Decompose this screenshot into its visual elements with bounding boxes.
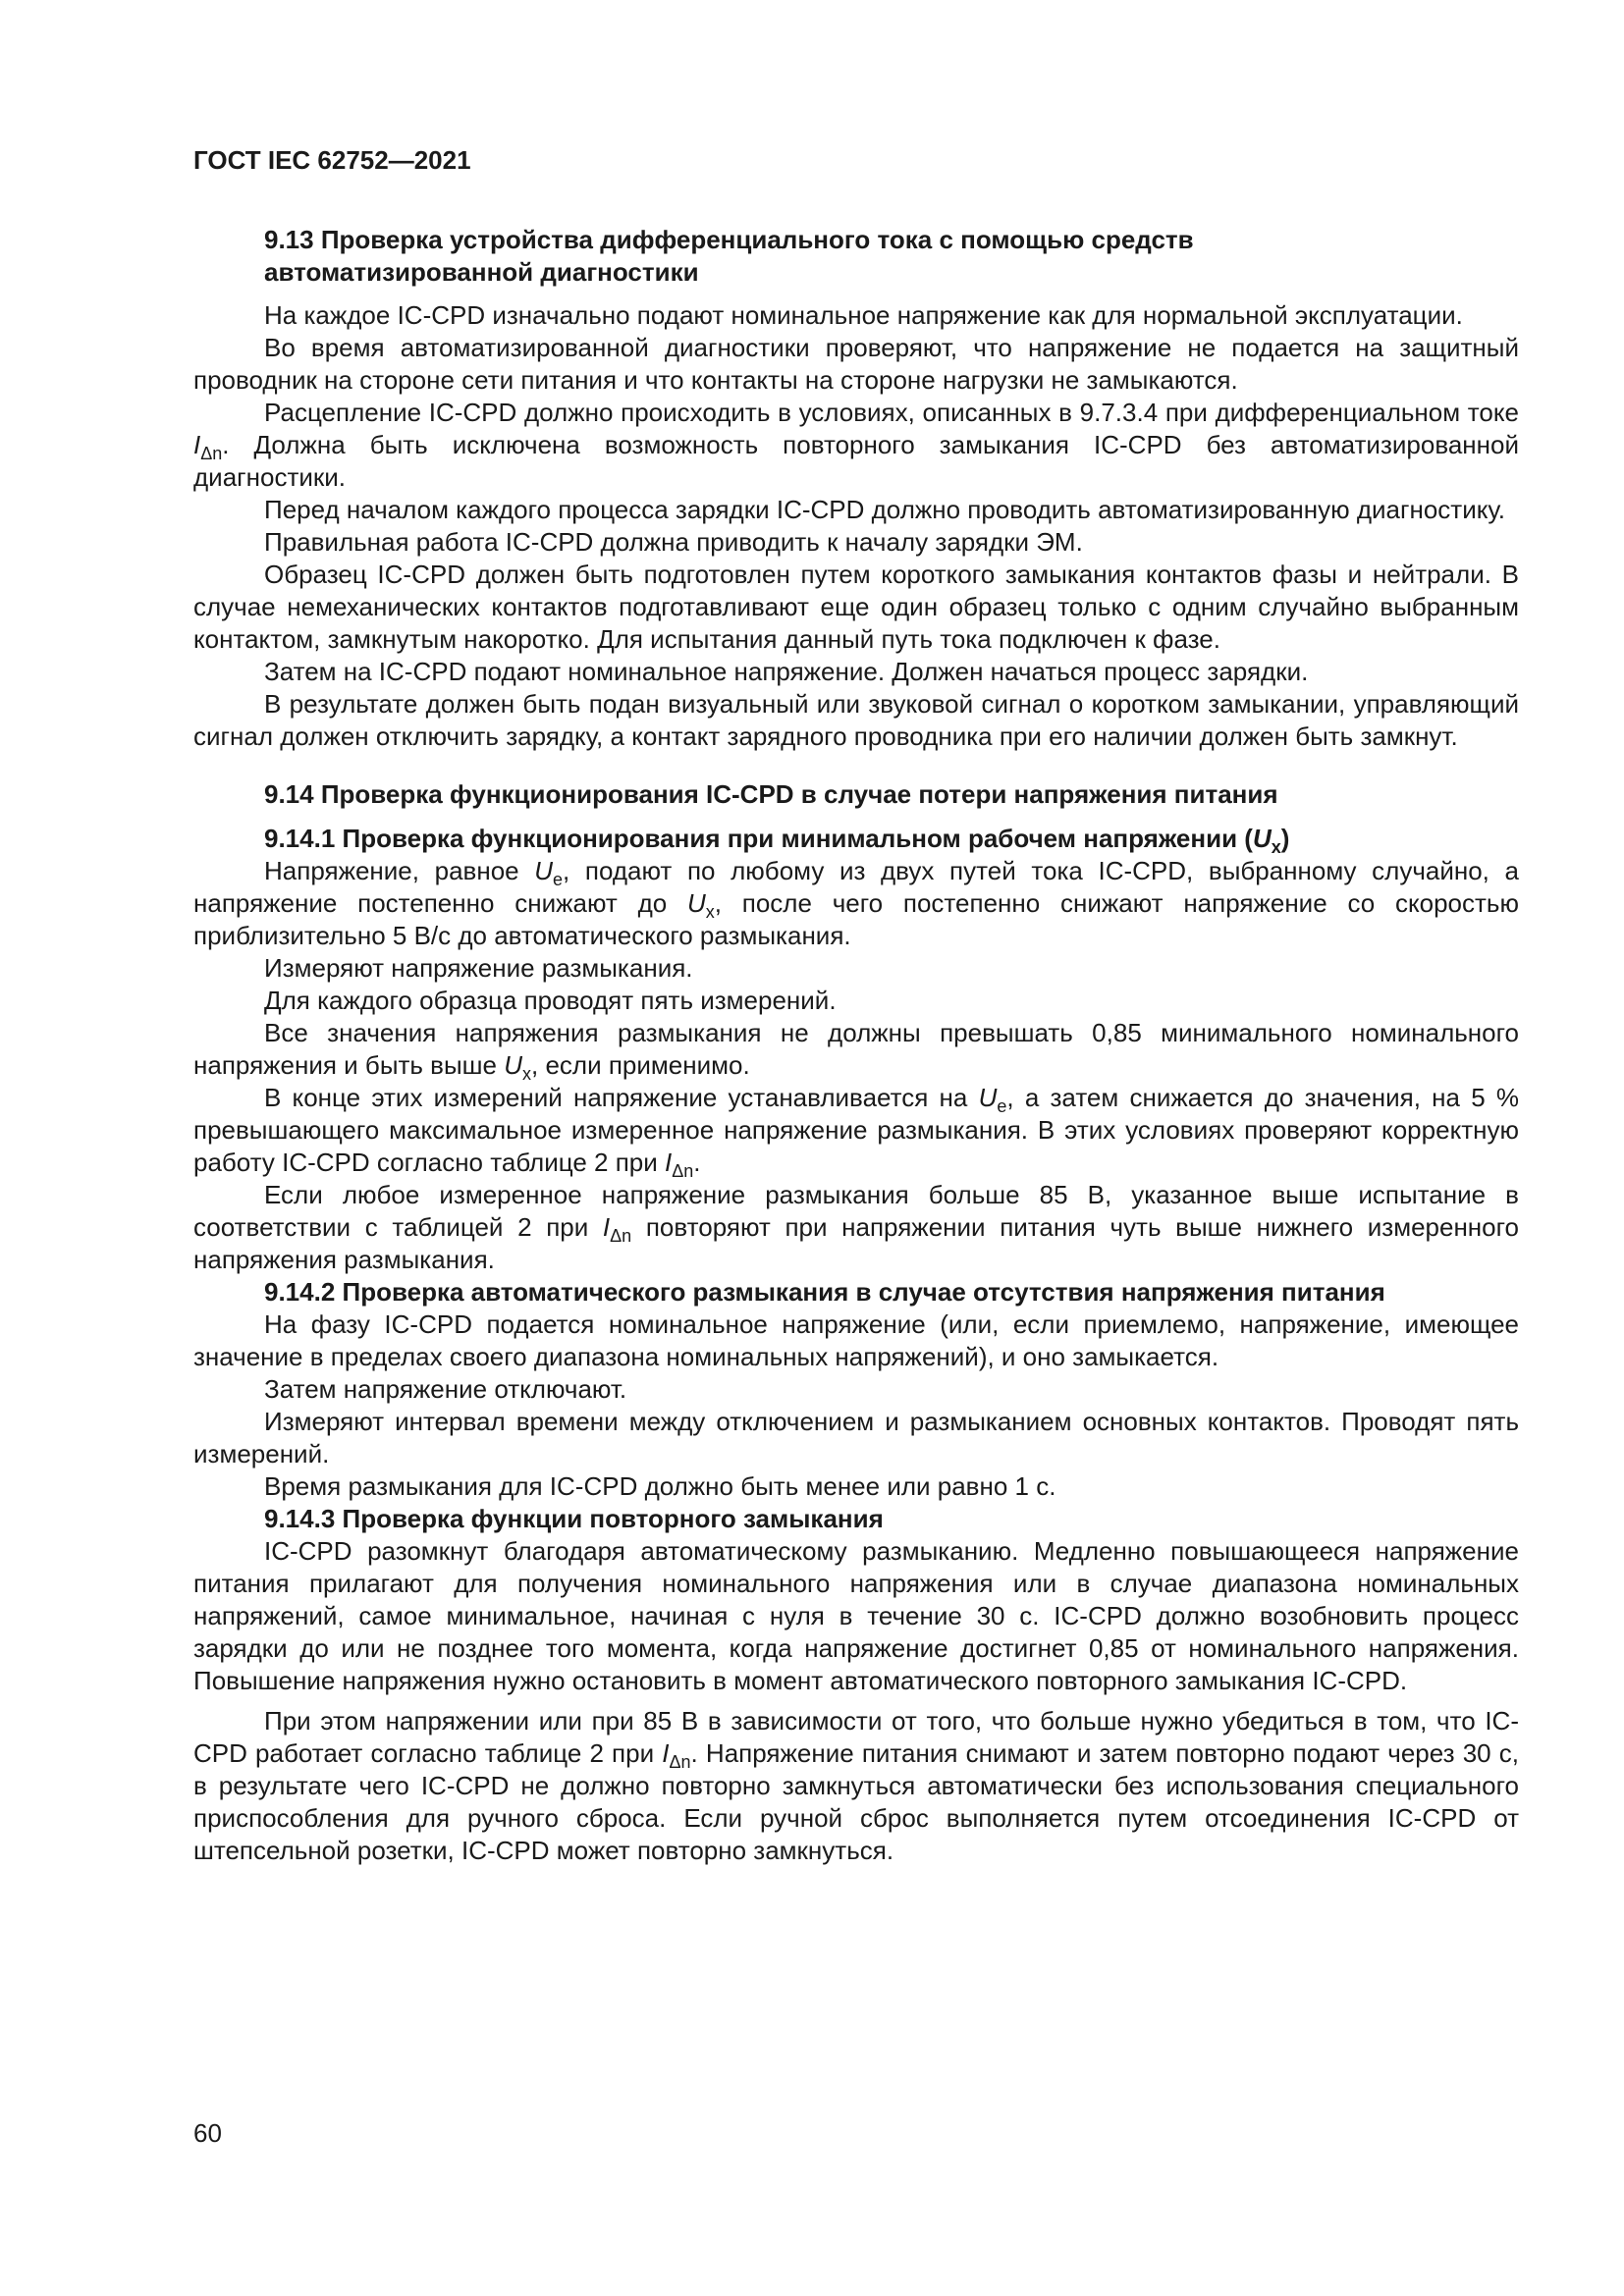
paragraph: Во время автоматизированной диагностики проверяют, что напряжение не подается на защитный проводник на стороне сети питания и что контакты на стороне нагрузки не замыкаются.: [193, 333, 1519, 395]
paragraph: Перед началом каждого процесса зарядки IC-CPD должно проводить автоматизированную диагностику.: [264, 495, 1506, 524]
section-heading-9-14: 9.14 Проверка функционирования IC-CPD в случае потери напряжения питания: [264, 779, 1278, 809]
paragraph: Время размыкания для IC-CPD должно быть менее или равно 1 с.: [264, 1471, 1056, 1501]
paragraph: Напряжение, равное $U_e$, подают по любому из двух путей тока IC-CPD, выбранному случайно, а напряжение постепенно снижают до $U_x$, после чего постепенно снижают напряжение со скоростью приблизительно 5 В/с до автоматического размыкания.: [193, 856, 1519, 950]
paragraph: В конце этих измерений напряжение устанавливается на $U_e$, а затем снижается до значения, на 5 % превышающего максимальное измеренное напряжение размыкания. В этих условиях проверяют корректную работу IC-CPD согласно таблице 2 при $I_{\Delta n}$.: [193, 1083, 1519, 1181]
paragraph: При этом напряжении или при 85 В в зависимости от того, что больше нужно убедиться в том, что IC-CPD работает согласно таблице 2 при $I_{\Delta n}$. Напряжение питания снимают и затем повторно подают через 30 с, в результате чего IC-CPD не должно повторно замкнуться автоматически без использования специального приспособления для ручного сброса. Если ручной сброс выполняется путем отсоединения IC-CPD от штепсельной розетки, IC-CPD может повторно замкнуться.: [193, 1706, 1519, 1865]
paragraph: Образец IC-CPD должен быть подготовлен путем короткого замыкания контактов фазы и нейтрали. В случае немеханических контактов подготавливают еще один образец только с одним случайно выбранным контактом, замкнутым накоротко. Для испытания данный путь тока подключен к фазе.: [193, 560, 1519, 654]
paragraph: Расцепление IC-CPD должно происходить в условиях, описанных в 9.7.3.4 при дифференциальном токе $I_{\Delta n}$. Должна быть исключена возможность повторного замыкания IC-CPD без автоматизированной диагностики.: [193, 398, 1519, 492]
paragraph: В результате должен быть подан визуальный или звуковой сигнал о коротком замыкании, управляющий сигнал должен отключить зарядку, а контакт зарядного проводника при его наличии должен быть замкнут.: [193, 689, 1519, 751]
section-heading-9-14-1: 9.14.1 Проверка функционирования при минимальном рабочем напряжении $(U_x)$: [264, 824, 1290, 857]
document-body: [193, 224, 1519, 1867]
paragraph: Затем на IC-CPD подают номинальное напряжение. Должен начаться процесс зарядки.: [264, 657, 1309, 686]
paragraph: IC-CPD разомкнут благодаря автоматическому размыканию. Медленно повышающееся напряжение питания прилагают для получения номинального напряжения или в случае диапазона номинальных напряжений, самое минимальное, начиная с нуля в течение 30 с. IC-CPD должно возобновить процесс зарядки до или не позднее того момента, когда напряжение достигнет 0,85 от номинального напряжения. Повышение напряжения нужно остановить в момент автоматического повторного замыкания IC-CPD.: [193, 1536, 1519, 1695]
paragraph: На каждое IC-CPD изначально подают номинальное напряжение как для нормальной эксплуатации.: [264, 300, 1463, 330]
paragraph: Все значения напряжения размыкания не должны превышать 0,85 минимального номинального напряжения и быть выше $U_x$, если применимо.: [193, 1018, 1519, 1084]
paragraph: Правильная работа IC-CPD должна приводить к началу зарядки ЭМ.: [264, 527, 1083, 557]
paragraph: Для каждого образца проводят пять измерений.: [264, 986, 837, 1015]
paragraph: Затем напряжение отключают.: [264, 1374, 627, 1404]
paragraph: Измеряют напряжение размыкания.: [264, 953, 693, 983]
paragraph: На фазу IC-CPD подается номинальное напряжение (или, если приемлемо, напряжение, имеющее значение в пределах своего диапазона номинальных напряжений), и оно замыкается.: [193, 1309, 1519, 1371]
paragraph: Если любое измеренное напряжение размыкания больше 85 В, указанное выше испытание в соответствии с таблицей 2 при $I_{\Delta n}$ повторяют при напряжении питания чуть выше нижнего измеренного напряжения размыкания.: [193, 1180, 1519, 1274]
paragraph: Измеряют интервал времени между отключением и размыканием основных контактов. Проводят пять измерений.: [193, 1407, 1519, 1468]
section-heading-9-13: 9.13 Проверка устройства дифференциального тока с помощью средств автоматизированной диагностики: [264, 225, 1194, 287]
section-heading-9-14-3: 9.14.3 Проверка функции повторного замыкания: [264, 1504, 884, 1533]
page-number: 60: [193, 2118, 222, 2148]
section-heading-9-14-2: 9.14.2 Проверка автоматического размыкания в случае отсутствия напряжения питания: [264, 1277, 1385, 1307]
document-header: ГОСТ IEC 62752—2021: [193, 145, 471, 175]
